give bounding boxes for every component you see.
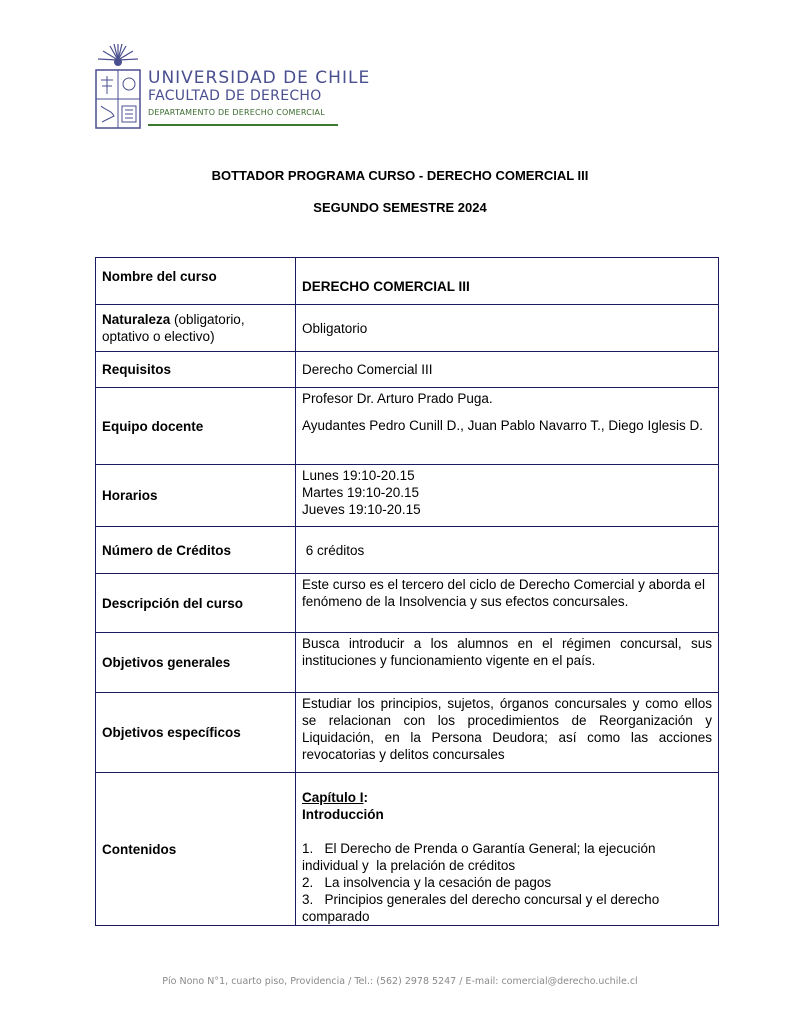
description-value: Este curso es el tercero del ciclo de Derecho Comercial y aborda el fenómeno de la Insolvencia y sus efectos concursales. <box>296 574 719 633</box>
table-row <box>96 574 719 633</box>
credits-value: 6 créditos <box>296 527 719 574</box>
table-row <box>96 633 719 693</box>
university-name: UNIVERSIDAD DE CHILE <box>148 68 371 88</box>
assistants-text: Ayudantes Pedro Cunill D., Juan Pablo Navarro T., Diego Iglesis D. <box>302 418 703 433</box>
schedule-thursday: Jueves 19:10-20.15 <box>302 502 421 517</box>
department-underline <box>148 124 338 126</box>
table-row <box>96 258 719 305</box>
table-row <box>96 693 719 773</box>
university-seal-logo <box>92 40 144 137</box>
contents-value <box>296 773 719 926</box>
table-row <box>96 388 719 465</box>
schedule-label: Horarios <box>96 465 296 527</box>
professor-text: Profesor Dr. Arturo Prado Puga. <box>302 391 493 406</box>
list-item: 2. La insolvencia y la cesación de pagos <box>302 875 552 890</box>
table-row <box>96 352 719 388</box>
schedule-value <box>296 465 719 527</box>
course-name-value: DERECHO COMERCIAL III <box>296 258 719 305</box>
chapter-heading: Capítulo I <box>302 790 364 805</box>
course-name-label: Nombre del curso <box>96 258 296 305</box>
list-item: 3. Principios generales del derecho concursal y el derecho comparado <box>302 892 663 924</box>
university-header <box>148 68 370 117</box>
footer-contact: Pío Nono N°1, cuarto piso, Providencia / Tel.: (562) 2978 5247 / E-mail: comercial@derecho.uchile.cl <box>162 976 638 987</box>
nature-label-rest: (obligatorio, optativo o electivo) <box>102 312 245 344</box>
contents-label: Contenidos <box>96 773 296 926</box>
specific-objectives-label: Objetivos específicos <box>96 693 296 773</box>
table-row <box>96 465 719 527</box>
contents-list <box>302 840 712 925</box>
department-name: DEPARTAMENTO DE DERECHO COMERCIAL <box>148 108 325 117</box>
document-subtitle: SEGUNDO SEMESTRE 2024 <box>313 200 487 215</box>
requirements-label: Requisitos <box>96 352 296 388</box>
schedule-monday: Lunes 19:10-20.15 <box>302 468 415 483</box>
schedule-tuesday: Martes 19:10-20.15 <box>302 485 420 500</box>
credits-label: Número de Créditos <box>96 527 296 574</box>
table-row <box>96 773 719 926</box>
course-program-table <box>95 257 719 926</box>
faculty-name: FACULTAD DE DERECHO <box>148 88 322 104</box>
description-label: Descripción del curso <box>96 574 296 633</box>
teaching-team-value <box>296 388 719 465</box>
general-objectives-label: Objetivos generales <box>96 633 296 693</box>
nature-value: Obligatorio <box>296 305 719 352</box>
specific-objectives-value: Estudiar los principios, sujetos, órganos concursales y como ellos se relacionan con los procedimientos de Reorganización y Liquidación, en la Persona Deudora; así como las acciones revocatorias y delitos concursales <box>296 693 719 773</box>
chapter-title: Introducción <box>302 807 384 822</box>
requirements-value: Derecho Comercial III <box>296 352 719 388</box>
table-row <box>96 527 719 574</box>
nature-label <box>96 305 296 352</box>
document-title: BOTTADOR PROGRAMA CURSO - DERECHO COMERCIAL III <box>211 168 589 183</box>
chapter-colon: : <box>363 790 368 805</box>
teaching-team-label: Equipo docente <box>96 388 296 465</box>
table-row <box>96 305 719 352</box>
nature-label-bold: Naturaleza <box>102 312 171 327</box>
list-item: 1. El Derecho de Prenda o Garantía General; la ejecución individual y la prelación de créditos <box>302 841 660 873</box>
general-objectives-value: Busca introducir a los alumnos en el régimen concursal, sus instituciones y funcionamiento vigente en el país. <box>296 633 719 693</box>
